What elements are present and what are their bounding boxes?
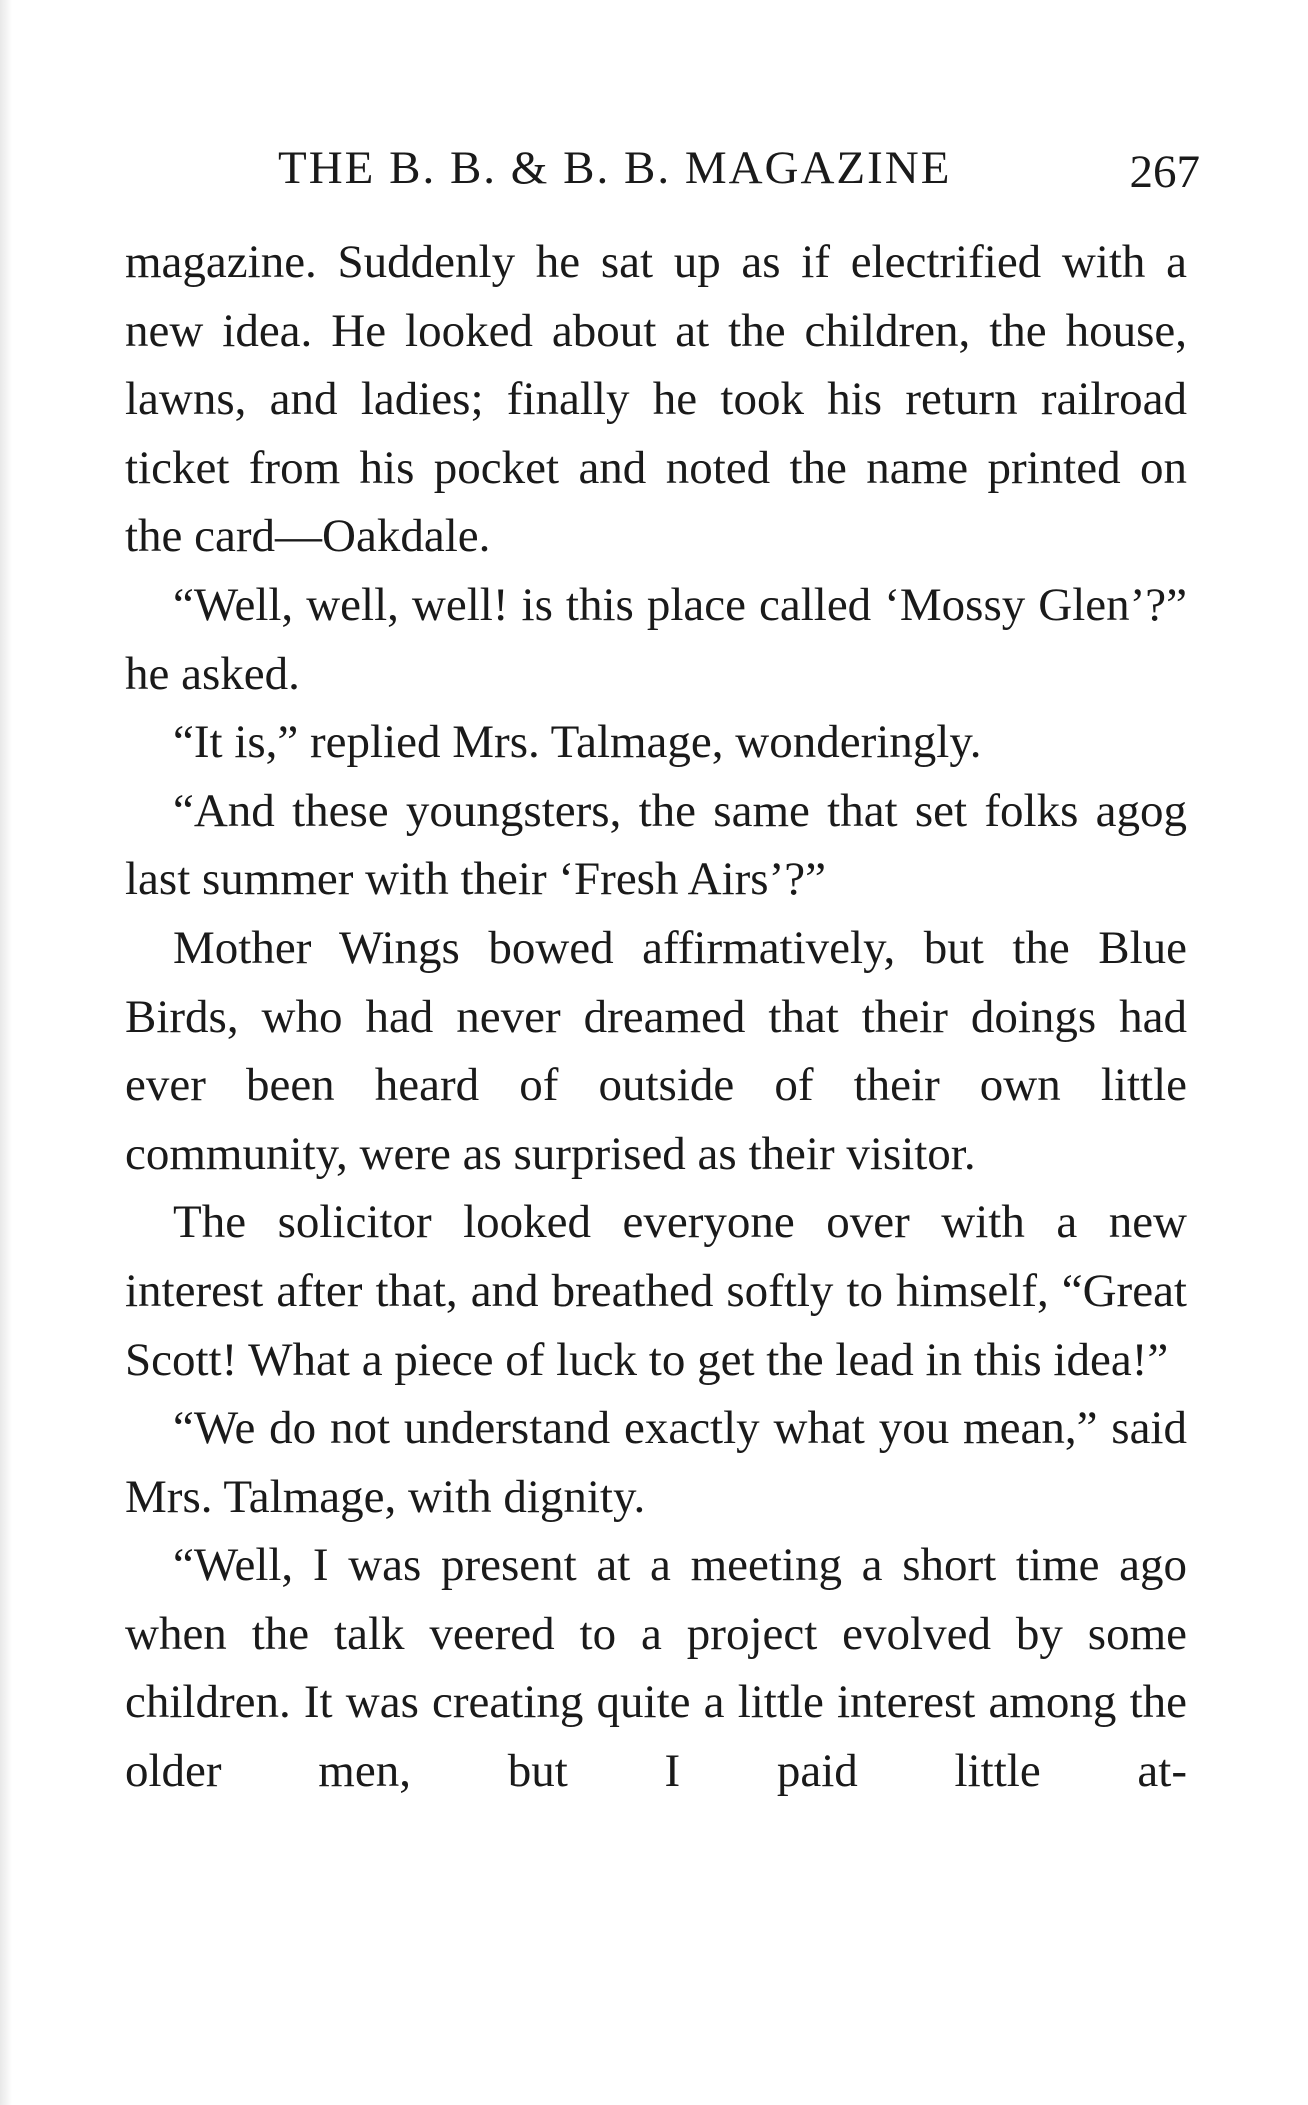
running-header: [278, 138, 1200, 198]
paragraph: “It is,” replied Mrs. Talmage, wonderingly.: [173, 716, 982, 769]
paragraph: The solicitor looked everyone over with a new interest after that, and breathed softly to himself, “Great Scott! What a piece of luck to get the lead in this idea!”: [125, 1196, 1187, 1386]
paragraph: “Well, I was present at a meeting a short time ago when the talk veered to a project evolved by some children. It was creating quite a little interest among the older men, but I paid little at-: [125, 1539, 1187, 1798]
page-edge-shadow: [0, 0, 12, 2105]
paragraph: “And these youngsters, the same that set folks agog last summer with their ‘Fresh Airs’?”: [125, 784, 1187, 906]
page-number: 267: [1129, 146, 1200, 198]
body-text: [125, 228, 1187, 1806]
paragraph: “We do not understand exactly what you mean,” said Mrs. Talmage, with dignity.: [125, 1402, 1187, 1523]
running-title: THE B. B. & B. B. MAGAZINE: [278, 142, 952, 194]
paragraph: Mother Wings bowed affirmatively, but the Blue Birds, who had never dreamed that their doings had ever been heard of outside of their own little community, were as surprised as their visitor.: [125, 921, 1187, 1180]
paragraph: “Well, well, well! is this place called ‘Mossy Glen’?” he asked.: [125, 578, 1187, 700]
paragraph: magazine. Suddenly he sat up as if electrified with a new idea. He looked about at the children, the house, lawns, and ladies; finally he took his return railroad ticket from his pocket and noted the name printed on the card—Oakdale.: [125, 236, 1187, 563]
